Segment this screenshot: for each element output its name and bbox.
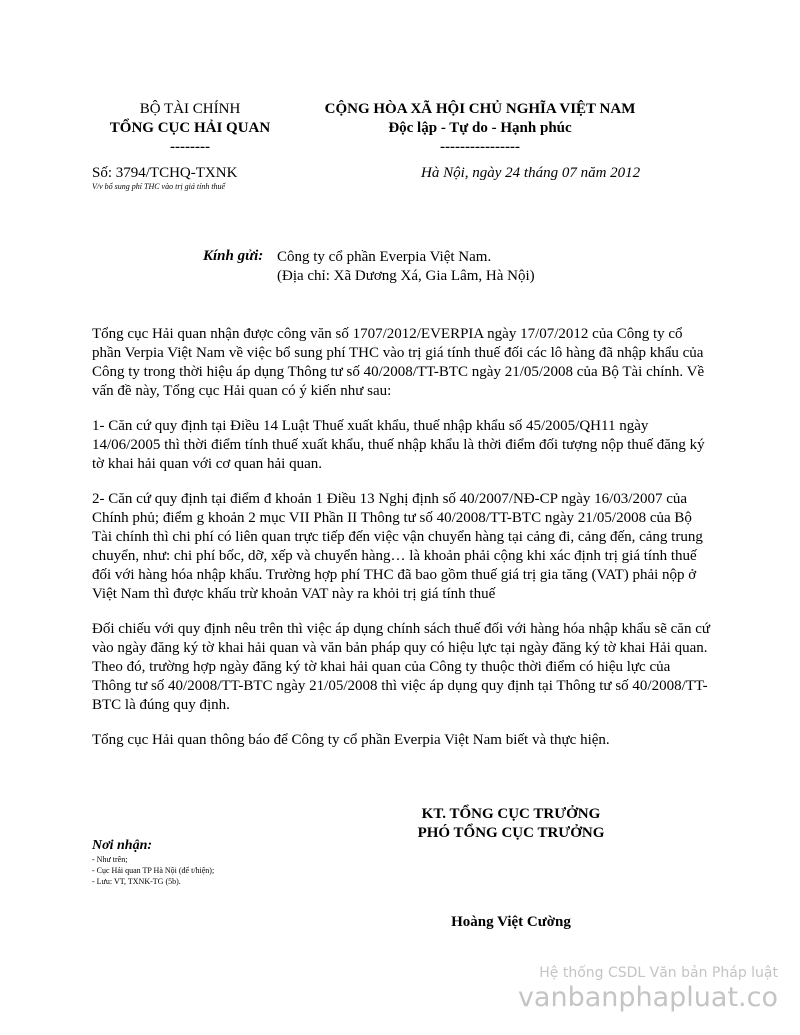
document-body bbox=[92, 325, 712, 766]
recipients-label: Nơi nhận: bbox=[92, 838, 153, 853]
ministry-name: BỘ TÀI CHÍNH bbox=[139, 101, 241, 117]
body-paragraph: Tổng cục Hải quan thông báo để Công ty cổ phần Everpia Việt Nam biết và thực hiện. bbox=[92, 732, 610, 748]
national-motto: Độc lập - Tự do - Hạnh phúc bbox=[388, 120, 572, 136]
body-paragraph: 1- Căn cứ quy định tại Điều 14 Luật Thuế xuất khẩu, thuế nhập khẩu số 45/2005/QH11 ngày 14/06/2005 thì thời điểm tính thuế xuất khẩu, thuế nhập khẩu là thời điểm đối tượng nộp thuế đăng ký tờ khai hải quan với cơ quan hải quan. bbox=[92, 418, 705, 472]
signature-line-2: PHÓ TỔNG CỤC TRƯỞNG bbox=[417, 825, 605, 841]
document-number: Số: 3794/TCHQ-TXNK bbox=[92, 165, 238, 181]
cc-item: - Như trên; bbox=[92, 855, 128, 864]
watermark-line-2: vanbanphapluat.co bbox=[517, 982, 778, 1013]
body-paragraph: 2- Căn cứ quy định tại điểm đ khoản 1 Điều 13 Nghị định số 40/2007/NĐ-CP ngày 16/03/2007 của Chính phủ; điểm g khoản 2 mục VII Phần II Thông tư số 40/2008/TT-BTC ngày 21/05/2008 của Bộ Tài chính thì chi phí có liên quan trực tiếp đến việc vận chuyển hàng tại cảng đi, cảng đến, cảng trung chuyển, như: chi phí bốc, dỡ, xếp và chuyển hàng… là khoản phải cộng khi xác định trị giá tính thuế đối với hàng hóa nhập khẩu. Trường hợp phí THC đã bao gồm thuế giá trị gia tăng (VAT) phải nộp ở Việt Nam thì được khấu trừ khoản VAT này ra khỏi trị giá tính thuế bbox=[92, 491, 703, 602]
right-divider: ---------------- bbox=[440, 139, 520, 155]
issuing-agency bbox=[70, 100, 310, 157]
recipient-address: (Địa chỉ: Xã Dương Xá, Gia Lâm, Hà Nội) bbox=[277, 268, 535, 284]
watermark-line-1: Hệ thống CSDL Văn bản Pháp luật bbox=[539, 965, 778, 981]
body-paragraph: Đối chiếu với quy định nêu trên thì việc áp dụng chính sách thuế đối với hàng hóa nhập khẩu sẽ căn cứ vào ngày đăng ký tờ khai hải quan và văn bản pháp quy có hiệu lực tại ngày đăng ký tờ khai Hải quan. Theo đó, trường hợp ngày đăng ký tờ khai hải quan của Công ty thuộc thời điểm có hiệu lực của Thông tư số 40/2008/TT-BTC ngày 21/05/2008 thì việc áp dụng quy định tại Thông tư số 40/2008/TT-BTC là đúng quy định. bbox=[92, 621, 711, 713]
document-date: Hà Nội, ngày 24 tháng 07 năm 2012 bbox=[421, 165, 641, 181]
department-name: TỔNG CỤC HẢI QUAN bbox=[109, 120, 271, 136]
recipient-name: Công ty cổ phần Everpia Việt Nam. bbox=[277, 249, 492, 265]
body-paragraph: Tổng cục Hải quan nhận được công văn số 1707/2012/EVERPIA ngày 17/07/2012 của Công ty cổ phần Verpia Việt Nam về việc bổ sung phí THC vào trị giá tính thuế đối các lô hàng đã nhập khẩu của Công ty trong thời hiệu áp dụng Thông tư số 40/2008/TT-BTC ngày 21/05/2008 của Bộ Tài chính. Về vấn đề này, Tổng cục Hải quan có ý kiến như sau: bbox=[92, 326, 705, 399]
cc-item: - Lưu: VT, TXNK-TG (5b). bbox=[92, 877, 181, 886]
recipients-list bbox=[92, 838, 214, 887]
signer-name: Hoàng Việt Cường bbox=[451, 914, 571, 930]
left-divider: -------- bbox=[170, 139, 210, 155]
watermark bbox=[518, 965, 778, 1015]
cc-items bbox=[92, 854, 214, 887]
country-name: CỘNG HÒA XÃ HỘI CHỦ NGHĨA VIỆT NAM bbox=[324, 101, 636, 117]
recipient-label: Kính gửi: bbox=[203, 248, 264, 264]
cc-item: - Cục Hải quan TP Hà Nội (để t/hiện); bbox=[92, 866, 215, 875]
signature-line-1: KT. TỔNG CỤC TRƯỞNG bbox=[421, 806, 601, 822]
signature-title bbox=[396, 805, 626, 843]
national-header bbox=[300, 100, 660, 157]
document-subject: V/v bổ sung phí THC vào trị giá tính thuế bbox=[92, 182, 226, 191]
recipient-block bbox=[277, 248, 535, 286]
